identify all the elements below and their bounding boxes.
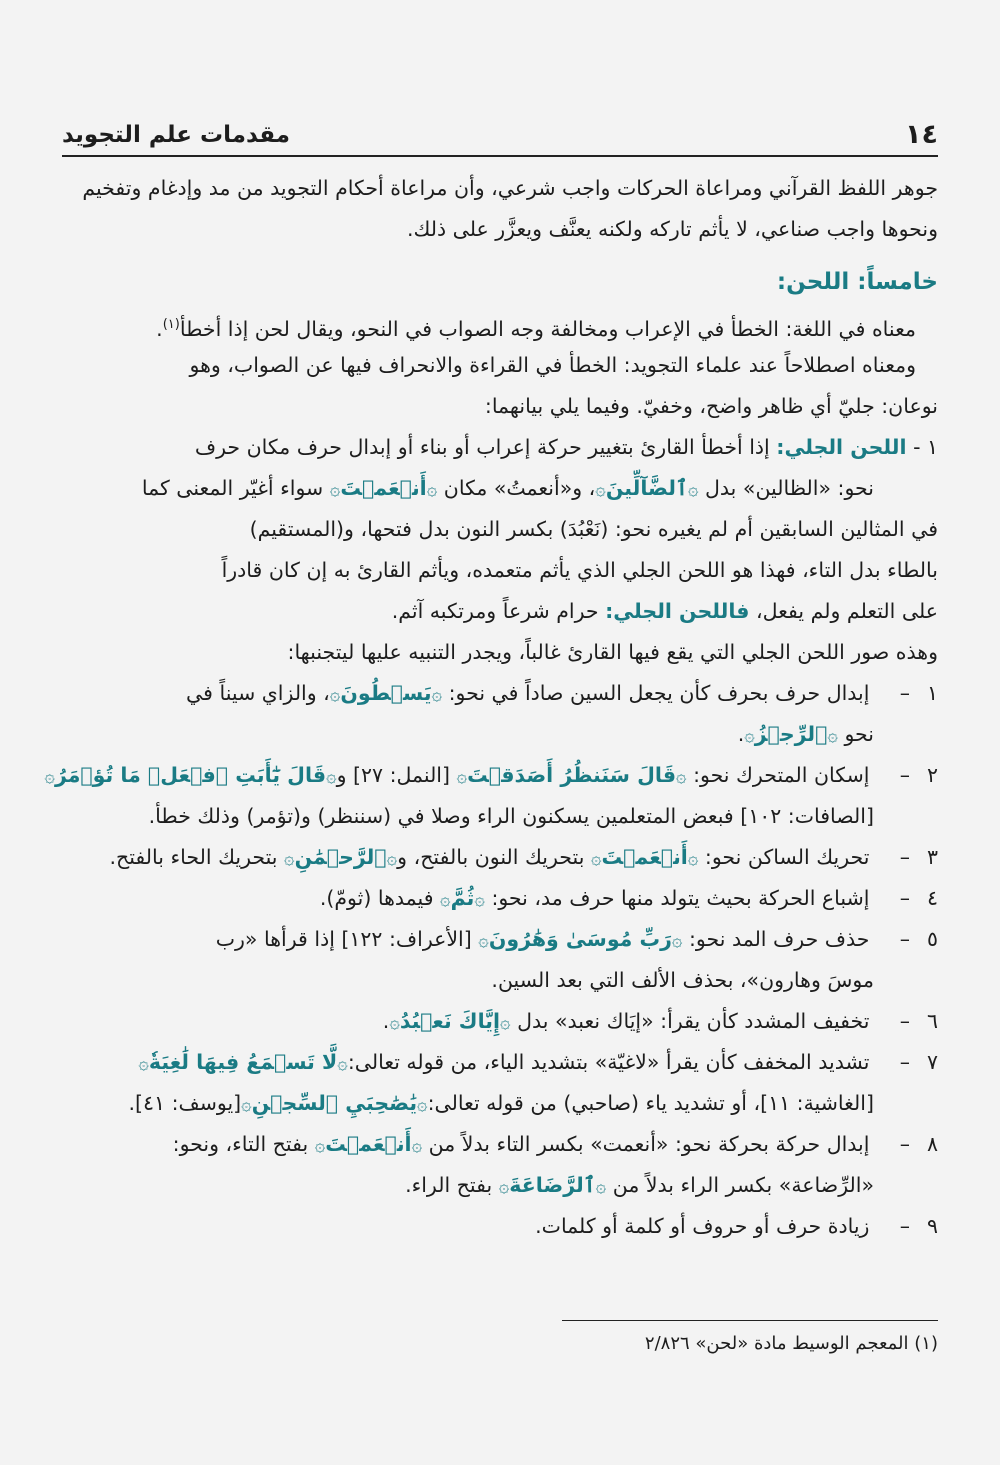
- quran-word: ٱلرَّضَاعَةَ: [509, 1173, 596, 1197]
- ornament-icon: ۞: [671, 930, 683, 951]
- ornament-icon: ۞: [687, 848, 699, 869]
- item-number: ١: [926, 681, 938, 705]
- ornament-icon: ۞: [241, 1094, 252, 1115]
- footnote-marker: (١): [162, 317, 180, 332]
- item-number: ٤: [926, 886, 938, 910]
- ornament-icon: ۞: [417, 1094, 428, 1115]
- list-item: [44, 755, 938, 796]
- item-text: .: [382, 1009, 390, 1033]
- jali-line: في المثالين السابقين أم لم يغيره نحو: (نَعْبُدَ) بكسر النون بدل فتحها، و(المستقيم): [249, 517, 938, 541]
- quran-word: قَالَ يَٰٓأَبَتِ ٱفۡعَلۡ مَا تُؤۡمَرُ: [54, 763, 327, 787]
- ornament-icon: ۞: [440, 889, 451, 910]
- item-dash: –: [899, 1009, 910, 1033]
- item-text: إشباع الحركة بحيث يتولد منها حرف مد، نحو:: [491, 886, 870, 910]
- definition-text: معناه في اللغة: الخطأ في الإعراب ومخالفة وجه الصواب في النحو، ويقال لحن إذا أخطأ: [179, 316, 916, 341]
- ornament-icon: ۞: [431, 684, 443, 705]
- item-dash: –: [899, 1050, 910, 1074]
- ornament-icon: ۞: [411, 1135, 423, 1156]
- ornament-icon: ۞: [478, 930, 489, 951]
- ornament-icon: ۞: [590, 848, 602, 869]
- jali-text: سواء أغيّر المعنى كما: [141, 476, 324, 500]
- list-item: [62, 837, 938, 878]
- term-label: فاللحن الجلي:: [605, 599, 750, 623]
- quran-word: أَنۡعَمۡتَ: [340, 476, 427, 500]
- forms-intro: وهذه صور اللحن الجلي التي يقع فيها القارئ غالباً، ويجدر التنبيه عليها ليتجنبها:: [287, 640, 938, 664]
- item-dash: –: [899, 681, 910, 705]
- item-text: تشديد المخفف كأن يقرأ «لاغيّة» بتشديد الياء، من قوله تعالى:: [347, 1050, 870, 1074]
- item-number: ٦: [926, 1009, 938, 1033]
- item-text: إبدال حركة بحركة نحو: «أنعمت» بكسر التاء بدلاً من: [428, 1132, 870, 1156]
- item-text: [النمل: ٢٧] و: [336, 763, 451, 787]
- jali-line: [62, 427, 938, 468]
- item-dash: –: [899, 845, 910, 869]
- item-dash: –: [899, 763, 910, 787]
- item-text: بفتح الراء.: [405, 1173, 493, 1197]
- quran-word: ٱلضَّآلِّينَ: [605, 476, 688, 500]
- item-number: ٩: [926, 1214, 938, 1238]
- paragraph-line: ونحوها واجب صناعي، لا يأثم تاركه ولكنه يعنَّف ويعزَّر على ذلك.: [406, 217, 938, 241]
- item-text: زيادة حرف أو حروف أو كلمة أو كلمات.: [535, 1214, 870, 1238]
- item-text: .: [737, 722, 745, 746]
- ornament-icon: ۞: [500, 1012, 511, 1033]
- item-number: ٣: [926, 845, 938, 869]
- footnote-divider: [562, 1320, 938, 1321]
- list-item-cont: [62, 1083, 938, 1124]
- item-text: [الأعراف: ١٢٢] إذا قرأها «رب: [215, 927, 472, 951]
- item-number: ٥: [926, 927, 938, 951]
- list-item: [62, 1001, 938, 1042]
- item-text: [الغاشية: ١١]، أو تشديد ياء (صاحبي) من قوله تعالى:: [427, 1091, 874, 1115]
- definition-line: نوعان: جليّ أي ظاهر واضح، وخفيّ. وفيما يلي بيانهما:: [484, 394, 938, 418]
- jali-text: ، و«أنعمتُ» مكان: [443, 476, 596, 500]
- jali-text: إذا أخطأ القارئ بتغيير حركة إعراب أو بناء أو إبدال حرف مكان حرف: [194, 435, 770, 459]
- quran-word: يَسۡطُونَ: [340, 681, 432, 705]
- quran-word: إِيَّاكَ نَعۡبُدُ: [399, 1009, 501, 1033]
- list-item: [62, 673, 938, 714]
- ornament-icon: ۞: [827, 725, 838, 746]
- ornament-icon: ۞: [44, 766, 55, 787]
- quran-word: قَالَ سَنَنظُرُ أَصَدَقۡتَ: [467, 763, 676, 787]
- ornament-icon: ۞: [329, 684, 341, 705]
- item-dash: –: [899, 1214, 910, 1238]
- list-item: [62, 1206, 938, 1247]
- item-text: [يوسف: ٤١].: [128, 1091, 242, 1115]
- item-number: ٧: [926, 1050, 938, 1074]
- item-text: «الرِّضاعة» بكسر الراء بدلاً من: [612, 1173, 874, 1197]
- list-item-cont: [62, 714, 938, 755]
- ornament-icon: ۞: [687, 479, 699, 500]
- ornament-icon: ۞: [426, 479, 438, 500]
- page-body: [44, 168, 938, 1247]
- definition-line: ومعناه اصطلاحاً عند علماء التجويد: الخطأ في القراءة والانحراف فيها عن الصواب، وهو: [189, 353, 916, 377]
- item-text: إسكان المتحرك نحو:: [693, 763, 870, 787]
- item-text: تخفيف المشدد كأن يقرأ: «إيَاك نعبد» بدل: [517, 1009, 870, 1033]
- ornament-icon: ۞: [314, 1135, 326, 1156]
- jali-line: [62, 591, 938, 632]
- item-number: ٨: [926, 1132, 938, 1156]
- definition-line: معناه في اللغة: الخطأ في الإعراب ومخالفة وجه الصواب في النحو، ويقال لحن إذا أخطأ$^{(١)}$.: [156, 316, 916, 341]
- ornament-icon: ۞: [329, 479, 341, 500]
- quran-word: رَبِّ مُوسَىٰ وَهَٰرُونَ: [488, 927, 672, 951]
- ornament-icon: ۞: [595, 479, 606, 500]
- list-item-cont: [62, 1165, 938, 1206]
- footnote-text: المعجم الوسيط مادة «لحن» ٢/٨٢٦: [644, 1333, 909, 1354]
- quran-word: ٱلرَّحۡمَٰنِ: [294, 845, 387, 869]
- list-item: [62, 878, 938, 919]
- list-item-cont: موسَ وهارون»، بحذف الألف التي بعد السين.: [491, 968, 874, 992]
- item-dash: –: [899, 886, 910, 910]
- ornament-icon: ۞: [595, 1176, 607, 1197]
- running-title: مقدمات علم التجويد: [62, 122, 291, 148]
- ornament-icon: ۞: [138, 1053, 149, 1074]
- list-item: [62, 1042, 938, 1083]
- ornament-icon: ۞: [456, 766, 468, 787]
- item-text: إبدال حرف بحرف كأن يجعل السين صاداً في نحو:: [448, 681, 870, 705]
- item-text: نحو: [844, 722, 874, 746]
- ornament-icon: ۞: [498, 1176, 510, 1197]
- ornament-icon: ۞: [676, 766, 687, 787]
- ornament-icon: ۞: [284, 848, 295, 869]
- list-item-cont: [الصافات: ١٠٢] فبعض المتعلمين يسكنون الراء وصلا في (سننظر) و(تؤمر) وذلك خطأ.: [148, 804, 874, 828]
- item-text: حذف حرف المد نحو:: [689, 927, 870, 951]
- quran-word: يَٰصَٰحِبَيِ ٱلسِّجۡنِ: [251, 1091, 418, 1115]
- footnote: [62, 1326, 938, 1362]
- jali-line: [62, 468, 938, 509]
- item-text: تحريك الساكن نحو:: [704, 845, 870, 869]
- quran-word: لَّا تَسۡمَعُ فِيهَا لَٰغِيَةٗ: [148, 1050, 338, 1074]
- footnote-number: (١): [914, 1333, 938, 1354]
- quran-word: أَنۡعَمۡتَ: [601, 845, 688, 869]
- item-dash: –: [899, 927, 910, 951]
- ornament-icon: ۞: [474, 889, 485, 910]
- quran-word: ٱلرِّجۡزُ: [754, 722, 828, 746]
- list-item: [62, 919, 938, 960]
- page-number: ١٤: [905, 119, 938, 150]
- item-text: بتحريك الحاء بالفتح.: [109, 845, 278, 869]
- item-number: ٢: [926, 763, 938, 787]
- quran-word: أَنۡعَمۡتَ: [325, 1132, 412, 1156]
- jali-text: نحو: «الظالين» بدل: [705, 476, 874, 500]
- term-label: اللحن الجلي:: [776, 435, 907, 459]
- jali-text: حرام شرعاً ومرتكبه آثم.: [391, 599, 599, 623]
- item-text: بفتح التاء، ونحو:: [172, 1132, 309, 1156]
- ornament-icon: ۞: [326, 766, 337, 787]
- ornament-icon: ۞: [386, 848, 398, 869]
- quran-word: ثُمَّ: [450, 886, 475, 910]
- list-marker: ١ -: [913, 435, 938, 459]
- item-dash: –: [899, 1132, 910, 1156]
- item-text: بتحريك النون بالفتح، و: [397, 845, 585, 869]
- jali-text: على التعلم ولم يفعل،: [756, 599, 938, 623]
- ornament-icon: ۞: [744, 725, 755, 746]
- item-text: فيمدها (ثومّ).: [319, 886, 434, 910]
- list-item: [62, 1124, 938, 1165]
- page-header: [62, 115, 938, 157]
- item-text: ، والزاي سيناً في: [186, 681, 330, 705]
- paragraph-line: جوهر اللفظ القرآني ومراعاة الحركات واجب شرعي، وأن مراعاة أحكام التجويد من مد وإدغام وتفخيم: [82, 176, 938, 200]
- ornament-icon: ۞: [337, 1053, 348, 1074]
- ornament-icon: ۞: [389, 1012, 400, 1033]
- jali-line: بالطاء بدل التاء، فهذا هو اللحن الجلي الذي يأثم متعمده، ويأثم القارئ به إن كان قادراً: [221, 558, 938, 582]
- section-heading: خامساً: اللحن:: [776, 269, 938, 295]
